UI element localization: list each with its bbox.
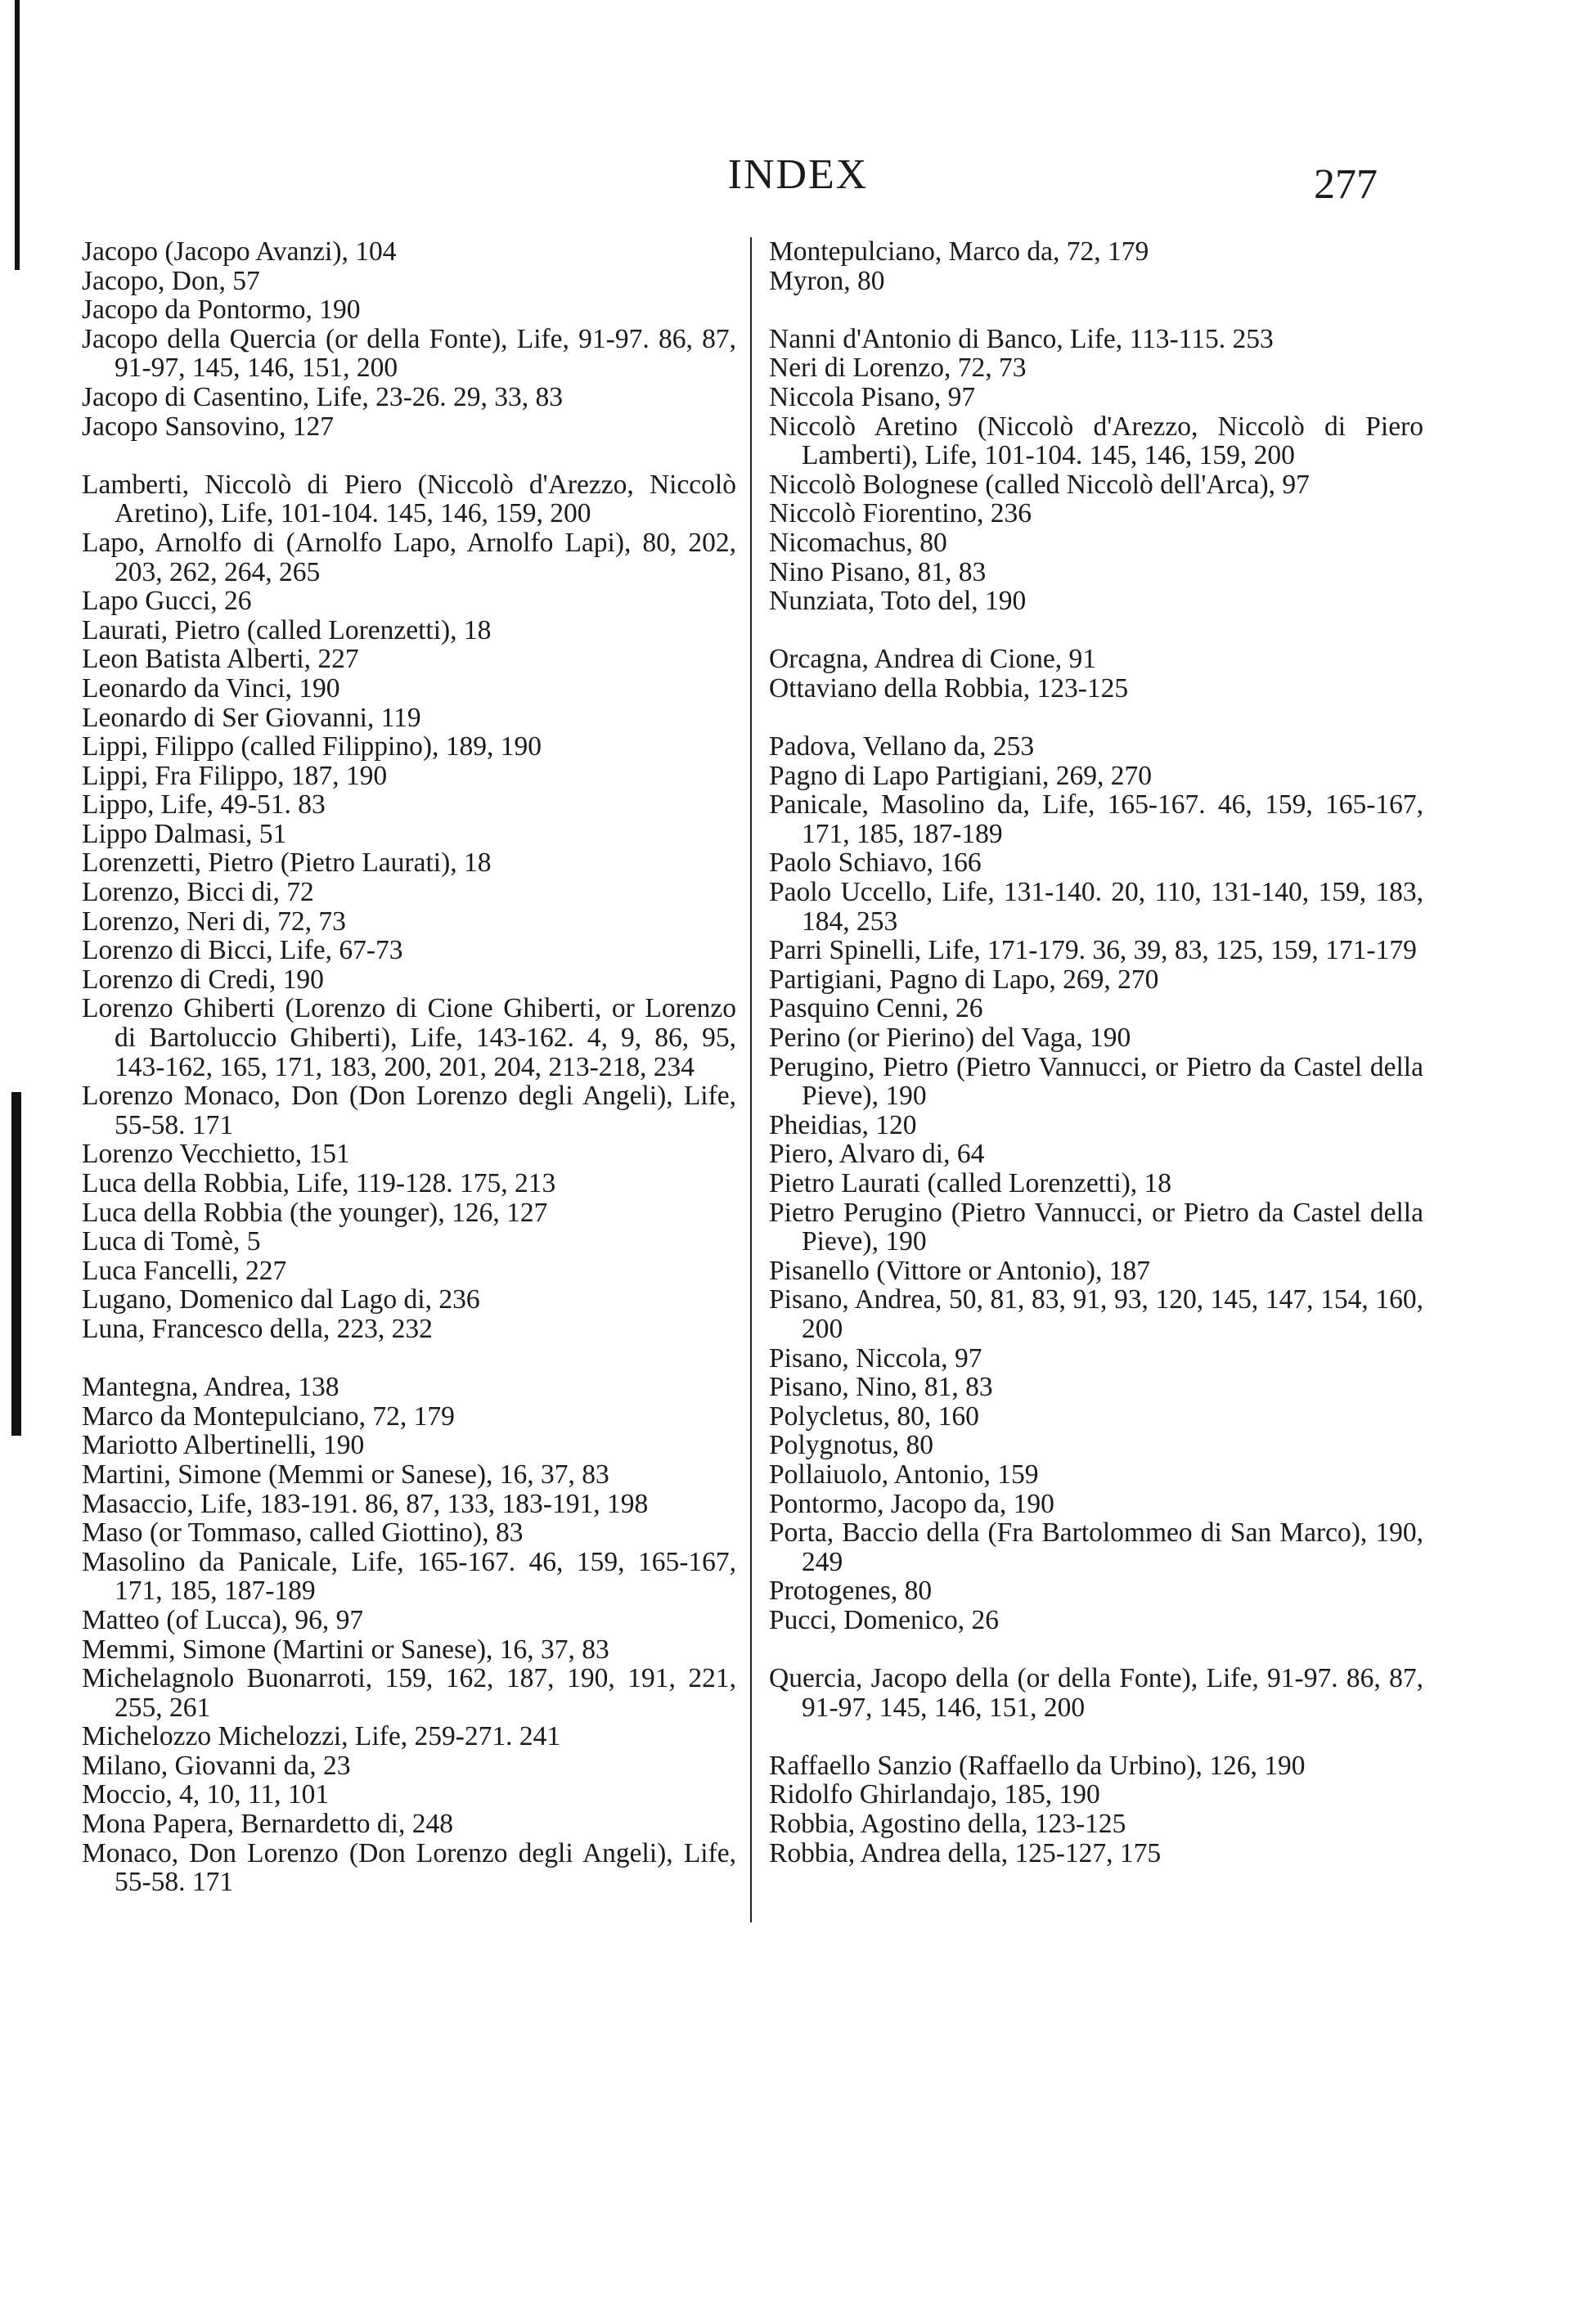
- index-entry: Protogenes, 80: [769, 1576, 933, 1607]
- index-entry: Robbia, Agostino della, 123-125: [769, 1809, 1126, 1840]
- index-entry: Lorenzo di Credi, 190: [82, 964, 324, 995]
- page-title: INDEX: [727, 151, 869, 198]
- index-entry: Leonardo da Vinci, 190: [82, 672, 340, 704]
- index-entry: Porta, Baccio della (Fra Bartolommeo di San Marco), 190, 249: [769, 1517, 1423, 1577]
- index-entry: Jacopo Sansovino, 127: [82, 411, 334, 442]
- index-entry: Pontormo, Jacopo da, 190: [769, 1488, 1054, 1519]
- index-entry: Michelozzo Michelozzi, Life, 259-271. 241: [82, 1721, 561, 1752]
- index-entry: Mariotto Albertinelli, 190: [82, 1430, 365, 1461]
- section-gap: [769, 1635, 1423, 1665]
- index-entry: Polygnotus, 80: [769, 1430, 934, 1461]
- index-entry: Orcagna, Andrea di Cione, 91: [769, 644, 1097, 675]
- index-entry: Marco da Montepulciano, 72, 179: [82, 1401, 455, 1432]
- index-entry: Martini, Simone (Memmi or Sanese), 16, 37, 83: [82, 1459, 609, 1490]
- index-entry: Pisanello (Vittore or Antonio), 187: [769, 1255, 1151, 1286]
- index-entry: Milano, Giovanni da, 23: [82, 1750, 351, 1781]
- index-entry: Jacopo (Jacopo Avanzi), 104: [82, 236, 397, 267]
- index-entry: Montepulciano, Marco da, 72, 179: [769, 236, 1149, 267]
- index-entry: Memmi, Simone (Martini or Sanese), 16, 37, 83: [82, 1634, 609, 1665]
- index-entry: Pasquino Cenni, 26: [769, 993, 983, 1024]
- index-entry: Pagno di Lapo Partigiani, 269, 270: [769, 760, 1153, 791]
- index-entry: Pietro Perugino (Pietro Vannucci, or Pietro da Castel della Pieve), 190: [769, 1197, 1423, 1257]
- index-entry: Perino (or Pierino) del Vaga, 190: [769, 1023, 1131, 1054]
- index-entry: Neri di Lorenzo, 72, 73: [769, 353, 1027, 384]
- index-entry: Pisano, Nino, 81, 83: [769, 1372, 993, 1403]
- index-entry: Lorenzo di Bicci, Life, 67-73: [82, 935, 403, 966]
- index-entry: Masaccio, Life, 183-191. 86, 87, 133, 183-191, 198: [82, 1488, 649, 1519]
- index-entry: Ottaviano della Robbia, 123-125: [769, 672, 1129, 704]
- index-entry: Lugano, Domenico dal Lago di, 236: [82, 1284, 480, 1315]
- index-entry: Lorenzo Monaco, Don (Don Lorenzo degli Angeli), Life, 55-58. 171: [82, 1081, 736, 1140]
- index-entry: Quercia, Jacopo della (or della Fonte), Life, 91-97. 86, 87, 91-97, 145, 146, 151, 200: [769, 1663, 1423, 1723]
- index-entry: Maso (or Tommaso, called Giottino), 83: [82, 1517, 524, 1549]
- index-entry: Luna, Francesco della, 223, 232: [82, 1313, 433, 1344]
- index-entry: Lapo Gucci, 26: [82, 586, 252, 617]
- index-entry: Pisano, Niccola, 97: [769, 1342, 982, 1374]
- index-entry: Lorenzo Ghiberti (Lorenzo di Cione Ghiberti, or Lorenzo di Bartoluccio Ghiberti), Life, 143-162. 4, 9, 86, 95, 143-162, 165, 171, 183, 200, 201, 204, 213-218, 234: [82, 993, 736, 1082]
- index-entry: Niccola Pisano, 97: [769, 381, 976, 412]
- index-entry: Robbia, Andrea della, 125-127, 175: [769, 1837, 1162, 1868]
- index-column-right: [769, 237, 1423, 1868]
- index-entry: Michelagnolo Buonarroti, 159, 162, 187, 190, 191, 221, 255, 261: [82, 1663, 736, 1723]
- index-entry: Luca della Robbia, Life, 119-128. 175, 213: [82, 1168, 556, 1198]
- index-entry: Ridolfo Ghirlandajo, 185, 190: [769, 1779, 1100, 1810]
- index-entry: Jacopo della Quercia (or della Fonte), Life, 91-97. 86, 87, 91-97, 145, 146, 151, 200: [82, 323, 736, 384]
- index-entry: Lorenzo, Bicci di, 72: [82, 877, 314, 908]
- index-entry: Pietro Laurati (called Lorenzetti), 18: [769, 1168, 1172, 1198]
- index-entry: Mona Papera, Bernardetto di, 248: [82, 1809, 453, 1840]
- index-entry: Lippi, Fra Filippo, 187, 190: [82, 760, 388, 791]
- index-entry: Padova, Vellano da, 253: [769, 731, 1035, 762]
- index-entry: Nino Pisano, 81, 83: [769, 556, 987, 587]
- index-entry: Partigiani, Pagno di Lapo, 269, 270: [769, 964, 1159, 995]
- index-entry: Masolino da Panicale, Life, 165-167. 46, 159, 165-167, 171, 185, 187-189: [82, 1546, 736, 1607]
- index-entry: Lorenzetti, Pietro (Pietro Laurati), 18: [82, 848, 492, 879]
- scan-edge-mark: [11, 1092, 21, 1436]
- index-entry: Perugino, Pietro (Pietro Vannucci, or Pietro da Castel della Pieve), 190: [769, 1051, 1423, 1112]
- index-entry: Lamberti, Niccolò di Piero (Niccolò d'Arezzo, Niccolò Aretino), Life, 101-104. 145, 146, 159, 200: [82, 469, 736, 529]
- section-gap: [769, 295, 1423, 325]
- index-entry: Lippi, Filippo (called Filippino), 189, 190: [82, 731, 542, 762]
- index-entry: Luca della Robbia (the younger), 126, 127: [82, 1197, 548, 1228]
- index-entry: Moccio, 4, 10, 11, 101: [82, 1779, 330, 1810]
- index-entry: Leonardo di Ser Giovanni, 119: [82, 702, 421, 733]
- index-entry: Lorenzo Vecchietto, 151: [82, 1139, 350, 1170]
- index-entry: Laurati, Pietro (called Lorenzetti), 18: [82, 614, 492, 645]
- index-entry: Raffaello Sanzio (Raffaello da Urbino), 126, 190: [769, 1750, 1306, 1781]
- index-entry: Mantegna, Andrea, 138: [82, 1372, 339, 1403]
- index-entry: Jacopo da Pontormo, 190: [82, 294, 361, 326]
- index-entry: Jacopo, Don, 57: [82, 265, 260, 296]
- index-entry: Lippo Dalmasi, 51: [82, 818, 287, 849]
- index-entry: Polycletus, 80, 160: [769, 1401, 979, 1432]
- section-gap: [769, 616, 1423, 645]
- index-entry: Niccolò Fiorentino, 236: [769, 498, 1032, 529]
- index-entry: Lorenzo, Neri di, 72, 73: [82, 906, 346, 937]
- index-entry: Panicale, Masolino da, Life, 165-167. 46, 159, 165-167, 171, 185, 187-189: [769, 789, 1423, 849]
- index-entry: Niccolò Aretino (Niccolò d'Arezzo, Niccolò di Piero Lamberti), Life, 101-104. 145, 146, 159, 200: [769, 411, 1423, 471]
- index-entry: Nicomachus, 80: [769, 527, 947, 558]
- section-gap: [82, 1344, 736, 1374]
- section-gap: [769, 1722, 1423, 1751]
- index-entry: Piero, Alvaro di, 64: [769, 1139, 985, 1170]
- index-entry: Niccolò Bolognese (called Niccolò dell'Arca), 97: [769, 469, 1310, 500]
- index-entry: Nanni d'Antonio di Banco, Life, 113-115. 253: [769, 323, 1274, 354]
- section-gap: [82, 441, 736, 470]
- index-entry: Monaco, Don Lorenzo (Don Lorenzo degli Angeli), Life, 55-58. 171: [82, 1837, 736, 1898]
- index-entry: Matteo (of Lucca), 96, 97: [82, 1604, 364, 1635]
- index-entry: Myron, 80: [769, 265, 885, 296]
- index-entry: Luca di Tomè, 5: [82, 1226, 261, 1257]
- index-entry: Pisano, Andrea, 50, 81, 83, 91, 93, 120, 145, 147, 154, 160, 200: [769, 1284, 1423, 1344]
- index-entry: Parri Spinelli, Life, 171-179. 36, 39, 83, 125, 159, 171-179: [769, 935, 1417, 966]
- index-entry: Jacopo di Casentino, Life, 23-26. 29, 33, 83: [82, 381, 564, 412]
- index-entry: Nunziata, Toto del, 190: [769, 586, 1027, 617]
- index-entry: Pollaiuolo, Antonio, 159: [769, 1459, 1039, 1490]
- column-divider: [750, 237, 752, 1922]
- scan-edge-mark: [15, 0, 20, 270]
- index-entry: Pucci, Domenico, 26: [769, 1604, 999, 1635]
- index-entry: Luca Fancelli, 227: [82, 1255, 287, 1286]
- index-entry: Lippo, Life, 49-51. 83: [82, 789, 326, 821]
- index-entry: Lapo, Arnolfo di (Arnolfo Lapo, Arnolfo Lapi), 80, 202, 203, 262, 264, 265: [82, 527, 736, 587]
- index-column-left: [82, 237, 736, 1897]
- section-gap: [769, 704, 1423, 733]
- index-entry: Paolo Uccello, Life, 131-140. 20, 110, 131-140, 159, 183, 184, 253: [769, 877, 1423, 937]
- index-entry: Paolo Schiavo, 166: [769, 848, 982, 879]
- page-number: 277: [1314, 161, 1378, 208]
- index-entry: Pheidias, 120: [769, 1109, 917, 1140]
- index-entry: Leon Batista Alberti, 227: [82, 644, 359, 675]
